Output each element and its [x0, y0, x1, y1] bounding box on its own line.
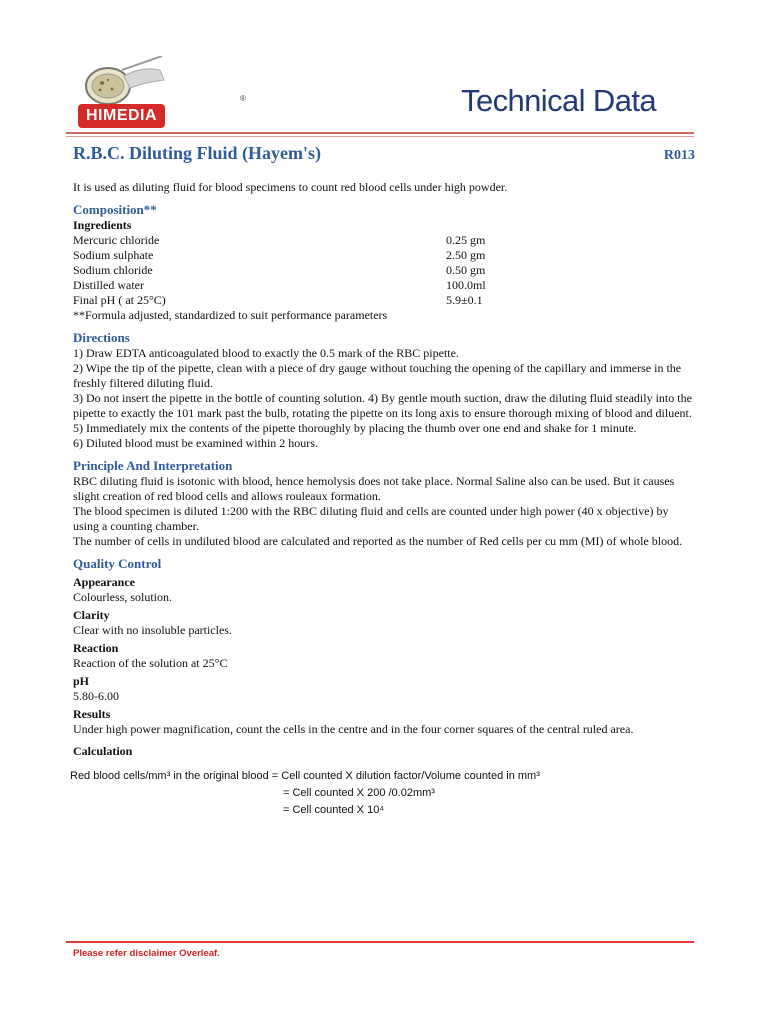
ingredients-subheading: Ingredients	[73, 218, 132, 232]
intro-text: It is used as diluting fluid for blood specimens to count red blood cells under high powder.	[73, 180, 508, 194]
composition-heading: Composition**	[73, 202, 157, 217]
ingredient-row	[73, 263, 695, 278]
ingredient-row	[73, 293, 695, 308]
qc-value: Clear with no insoluble particles.	[73, 623, 232, 637]
ingredient-value: 5.9±0.1	[446, 293, 483, 307]
footer-divider	[66, 941, 694, 943]
title-row	[73, 143, 695, 168]
ingredient-row	[73, 248, 695, 263]
formula-line: = Cell counted X 10⁴	[283, 804, 385, 816]
qc-label: Results	[73, 707, 111, 721]
qc-value: Colourless, solution.	[73, 590, 173, 604]
ingredient-row	[73, 278, 695, 293]
ingredient-list	[73, 233, 695, 308]
quality-control-heading: Quality Control	[73, 556, 162, 571]
principle-paragraph: The blood specimen is diluted 1:200 with the RBC diluting fluid and cells are counted under high power (40 x objective) by using a counting chamber.	[73, 504, 669, 533]
ingredient-name: Mercuric chloride	[73, 233, 160, 247]
principle-paragraph: RBC diluting fluid is isotonic with blood, hence hemolysis does not take place. Normal Saline also can be used. But it causes slight creation of red blood cells and allows rouleaux formation.	[73, 474, 675, 503]
document-body	[70, 143, 695, 829]
qc-value: Reaction of the solution at 25°C	[73, 656, 228, 670]
direction-step: 2) Wipe the tip of the pipette, clean with a piece of dry gauge without touching the opening of the capillary and immerse in the freshly filtered diluting fluid.	[73, 361, 682, 390]
ingredient-name: Distilled water	[73, 278, 144, 292]
ingredient-value: 100.0ml	[446, 278, 486, 292]
header-divider	[66, 132, 694, 134]
directions-heading: Directions	[73, 330, 130, 345]
ingredient-name: Sodium sulphate	[73, 248, 154, 262]
formula-line: = Cell counted X 200 /0.02mm³	[283, 787, 435, 799]
qc-label: Appearance	[73, 575, 135, 589]
ingredient-name: Final pH ( at 25°C)	[73, 293, 166, 307]
qc-value: 5.80-6.00	[73, 689, 119, 703]
header-title: Technical Data	[461, 83, 656, 118]
ingredient-value: 0.25 gm	[446, 233, 486, 247]
qc-label: pH	[73, 674, 90, 688]
formula-note: **Formula adjusted, standardized to suit performance parameters	[73, 308, 388, 322]
qc-label: Clarity	[73, 608, 110, 622]
ingredient-row	[73, 233, 695, 248]
qc-label: Reaction	[73, 641, 119, 655]
product-code: R013	[663, 148, 695, 163]
direction-step: 3) Do not insert the pipette in the bottle of counting solution. 4) By gentle mouth suction, draw the diluting fluid steadily into the pipette to exactly the 101 mark past the bulb, rotating the pipette on its long axis to ensure thorough mixing of blood and diluent.	[73, 391, 692, 420]
direction-step: 1) Draw EDTA anticoagulated blood to exactly the 0.5 mark of the RBC pipette.	[73, 346, 459, 360]
principle-heading: Principle And Interpretation	[73, 458, 233, 473]
product-title: R.B.C. Diluting Fluid (Hayem's)	[73, 143, 322, 163]
principle-paragraph: The number of cells in undiluted blood are calculated and reported as the number of Red cells per cu mm (MI) of whole blood.	[73, 534, 683, 548]
direction-step: 6) Diluted blood must be examined within 2 hours.	[73, 436, 318, 450]
direction-step: 5) Immediately mix the contents of the pipette thoroughly by placing the thumb over one end and shake for 1 minute.	[73, 421, 637, 435]
logo-wordmark: HIMEDIA	[78, 104, 165, 128]
calculation-formula	[70, 769, 695, 829]
document-header	[66, 40, 694, 135]
qc-value: Under high power magnification, count the cells in the centre and in the four corner squares of the central ruled area.	[73, 722, 634, 736]
formula-line: Red blood cells/mm³ in the original blood = Cell counted X dilution factor/Volume counted in mm³	[70, 770, 540, 782]
himedia-logo	[72, 56, 252, 136]
calculation-label: Calculation	[73, 744, 133, 758]
ingredient-name: Sodium chloride	[73, 263, 153, 277]
registered-mark: ®	[240, 94, 246, 103]
ingredient-value: 2.50 gm	[446, 248, 486, 262]
header-divider-thin	[66, 136, 694, 137]
footer-disclaimer: Please refer disclaimer Overleaf.	[73, 948, 220, 959]
ingredient-value: 0.50 gm	[446, 263, 486, 277]
